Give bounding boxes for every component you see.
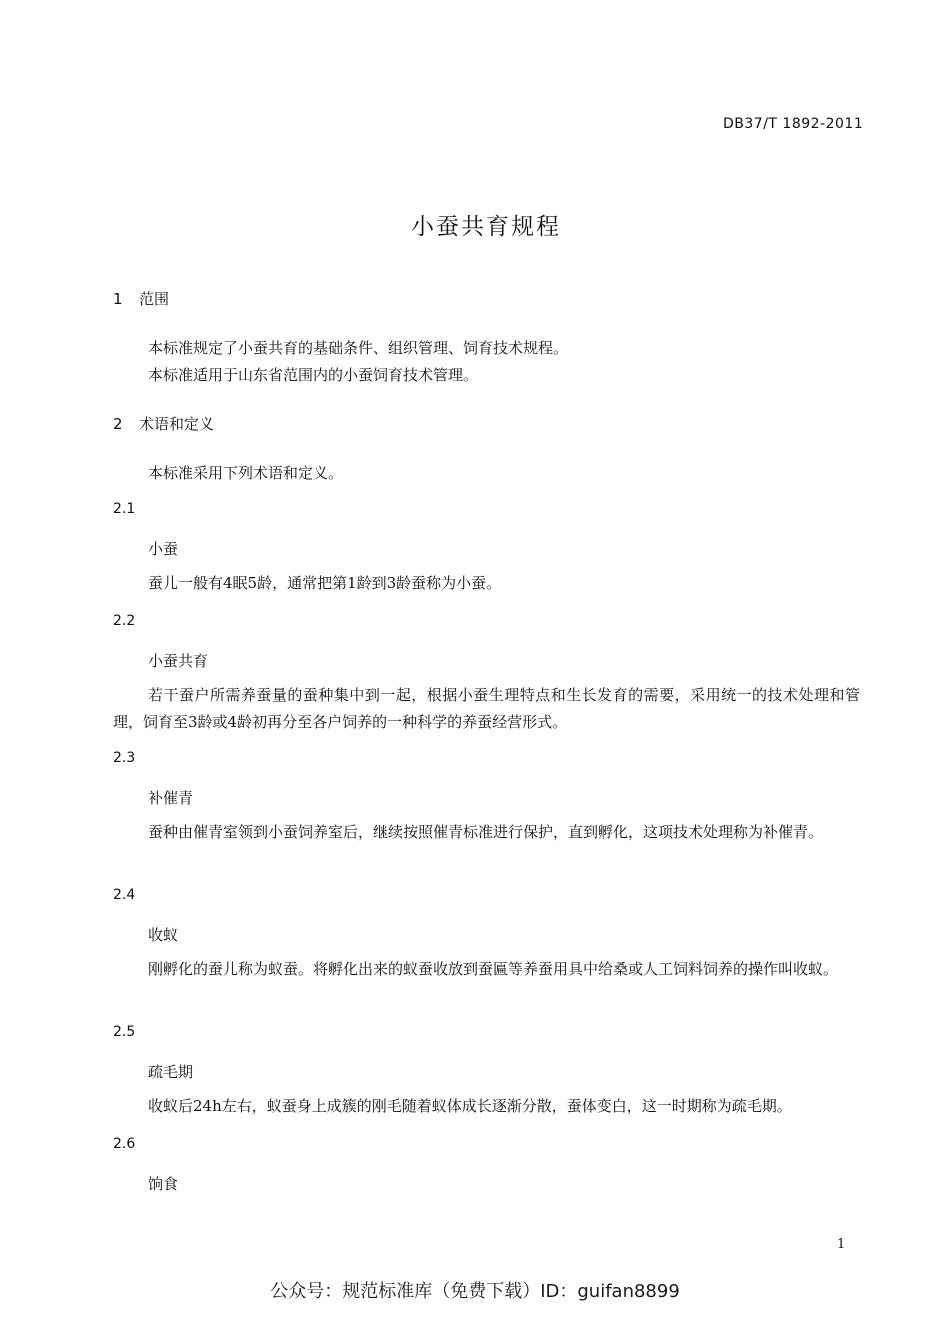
clause-number: 2.3 <box>113 750 136 766</box>
section-title: 范围 <box>139 290 170 308</box>
section-number: 1 <box>113 290 123 308</box>
clause-number: 2.4 <box>113 887 136 903</box>
clause-number: 2.6 <box>113 1136 136 1152</box>
term-definition: 刚孵化的蚕儿称为蚁蚕。将孵化出来的蚁蚕收放到蚕匾等养蚕用具中给桑或人工饲料饲养的操作叫收蚁。 <box>148 960 839 978</box>
document-title: 小蚕共育规程 <box>411 214 561 240</box>
paragraph: 本标准适用于山东省范围内的小蚕饲育技术管理。 <box>148 366 479 384</box>
term-name: 疏毛期 <box>148 1063 194 1081</box>
paragraph: 本标准规定了小蚕共育的基础条件、组织管理、饲育技术规程。 <box>148 339 569 357</box>
term-name: 收蚁 <box>148 926 179 944</box>
term-name: 小蚕共育 <box>148 652 209 670</box>
term-name: 饷食 <box>148 1175 179 1193</box>
standard-number: DB37/T 1892-2011 <box>723 116 864 132</box>
term-definition: 蚕种由催青室领到小蚕饲养室后，继续按照催青标准进行保护，直到孵化，这项技术处理称为补催青。 <box>148 823 824 841</box>
section-heading-scope <box>113 288 169 309</box>
term-definition: 若干蚕户所需养蚕量的蚕种集中到一起，根据小蚕生理特点和生长发育的需要，采用统一的技术处理和管理，饲育至3龄或4龄初再分至各户饲养的一种科学的养蚕经营形式。 <box>113 686 860 731</box>
section-number: 2 <box>113 415 123 433</box>
term-definition: 蚕儿一般有4眠5龄，通常把第1龄到3龄蚕称为小蚕。 <box>148 574 502 592</box>
section-title: 术语和定义 <box>139 415 215 433</box>
term-name: 补催青 <box>148 789 194 807</box>
clause-number: 2.5 <box>113 1024 136 1040</box>
section-heading-terms <box>113 413 214 434</box>
term-name: 小蚕 <box>148 540 179 558</box>
paragraph: 本标准采用下列术语和定义。 <box>148 464 344 482</box>
clause-number: 2.1 <box>113 501 136 517</box>
footer-watermark: 公众号：规范标准库（免费下载）ID：guifan8899 <box>270 1281 680 1302</box>
term-definition: 收蚁后24h左右，蚁蚕身上成簇的刚毛随着蚁体成长逐渐分散，蚕体变白，这一时期称为疏毛期。 <box>148 1097 792 1115</box>
clause-number: 2.2 <box>113 613 136 629</box>
page-number: 1 <box>837 1237 846 1252</box>
